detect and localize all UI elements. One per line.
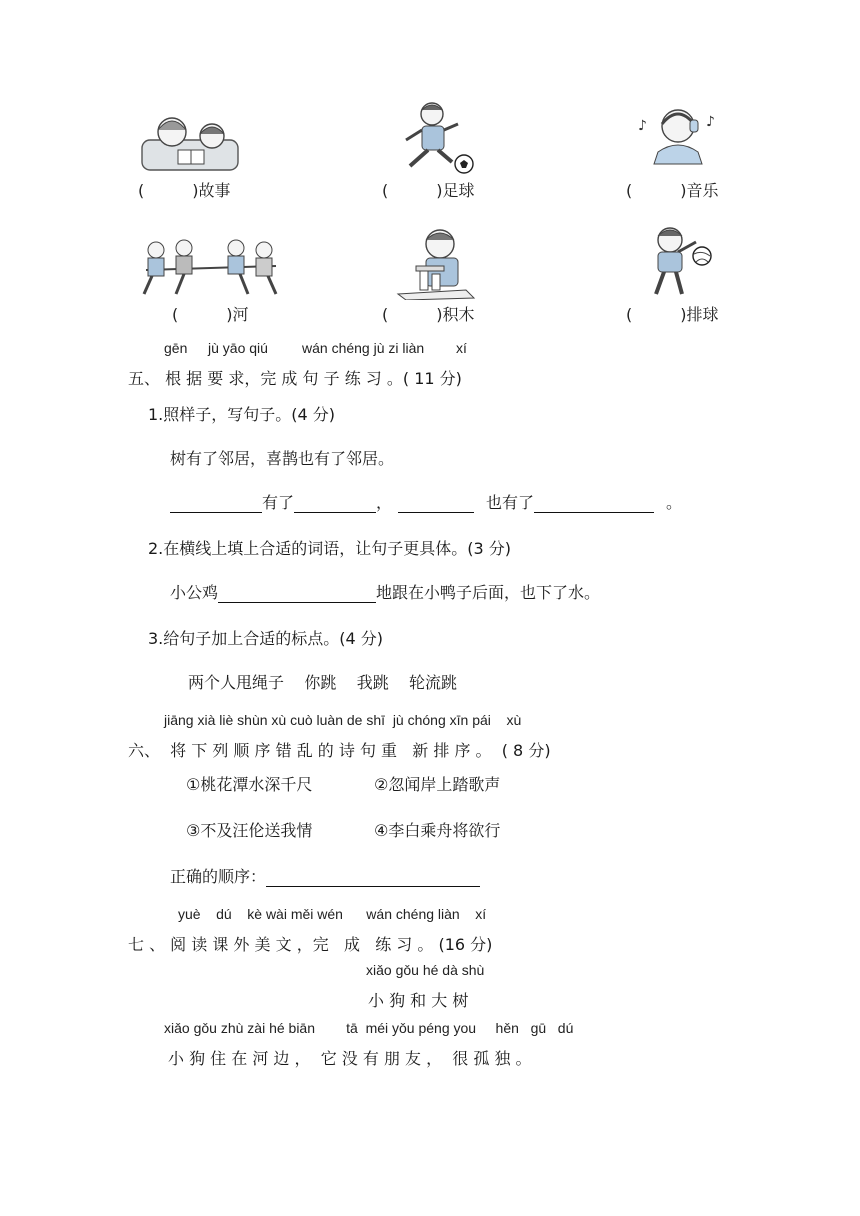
picture-caption-river: ( )河 xyxy=(172,305,249,324)
q1-answer-line: 有了 ， 也有了 。 xyxy=(170,490,682,513)
section5-pinyin-1: gēn xyxy=(164,340,188,356)
section7-pinyin: yuè dú kè wài měi wén wán chéng liàn xí xyxy=(178,906,487,922)
q3-title: 3.给句子加上合适的标点。(4 分) xyxy=(148,629,384,648)
poem-line-2: ②忽闻岸上踏歌声 xyxy=(374,775,501,794)
q1-title: 1.照样子，写句子。(4 分) xyxy=(148,405,336,424)
svg-text:♪: ♪ xyxy=(638,118,647,134)
q2-title: 2.在横线上填上合适的词语，让句子更具体。(3 分) xyxy=(148,539,512,558)
football-picture xyxy=(398,100,478,178)
q1-blank-3[interactable] xyxy=(398,494,474,513)
section5-heading: 五、 根 据 要 求，完 成 句 子 练 习 。( 11 分) xyxy=(128,369,462,388)
picture-caption-volleyball: ( )排球 xyxy=(626,305,719,324)
picture-caption-football: ( )足球 xyxy=(382,181,475,200)
order-answer: 正确的顺序： xyxy=(170,864,480,887)
order-answer-blank[interactable] xyxy=(266,868,480,887)
building-blocks-picture xyxy=(396,224,476,300)
section6-heading: 六、 将 下 列 顺 序 错 乱 的 诗 句 重 新 排 序 。 ( 8 分) xyxy=(128,741,551,760)
section7-heading: 七 、 阅 读 课 外 美 文 ，完 成 练 习 。 (16 分) xyxy=(128,935,493,954)
poem-line-4: ④李白乘舟将欲行 xyxy=(374,821,501,840)
section5-pinyin-2: jù yāo qiú xyxy=(208,340,268,356)
q1-example: 树有了邻居，喜鹊也有了邻居。 xyxy=(170,449,395,468)
picture-caption-music: ( )音乐 xyxy=(626,181,719,200)
section5-pinyin-3: wán chéng jù zi liàn xyxy=(302,340,425,356)
story-picture xyxy=(140,110,240,175)
picture-caption-blocks: ( )积木 xyxy=(382,305,475,324)
tug-of-war-picture xyxy=(136,236,286,300)
story-title-pinyin: xiǎo gǒu hé dà shù xyxy=(366,962,485,978)
story-line-pinyin: xiǎo gǒu zhù zài hé biān tā méi yǒu péng you hěn gū dú xyxy=(164,1020,574,1036)
story-title: 小 狗 和 大 树 xyxy=(368,991,469,1010)
q1-blank-2[interactable] xyxy=(294,494,376,513)
story-line: 小 狗 住 在 河 边 ， 它 没 有 朋 友 ， 很 孤 独 。 xyxy=(168,1049,532,1068)
volleyball-picture xyxy=(644,222,714,298)
poem-line-1: ①桃花潭水深千尺 xyxy=(186,775,313,794)
music-picture xyxy=(636,102,720,174)
q2-sentence: 小公鸡 地跟在小鸭子后面，也下了水。 xyxy=(170,583,601,602)
q1-blank-1[interactable] xyxy=(170,494,262,513)
section5-pinyin-4: xí xyxy=(456,340,467,356)
picture-caption-story: ( )故事 xyxy=(138,181,231,200)
q1-blank-4[interactable] xyxy=(534,494,654,513)
svg-text:♪: ♪ xyxy=(706,114,715,130)
section6-pinyin: jiāng xià liè shùn xù cuò luàn de shī jù chóng xīn pái xù xyxy=(164,712,522,728)
poem-line-3: ③不及汪伦送我情 xyxy=(186,821,313,840)
q3-sentence: 两个人甩绳子 你跳 我跳 轮流跳 xyxy=(188,673,458,692)
q2-blank[interactable] xyxy=(218,584,376,603)
